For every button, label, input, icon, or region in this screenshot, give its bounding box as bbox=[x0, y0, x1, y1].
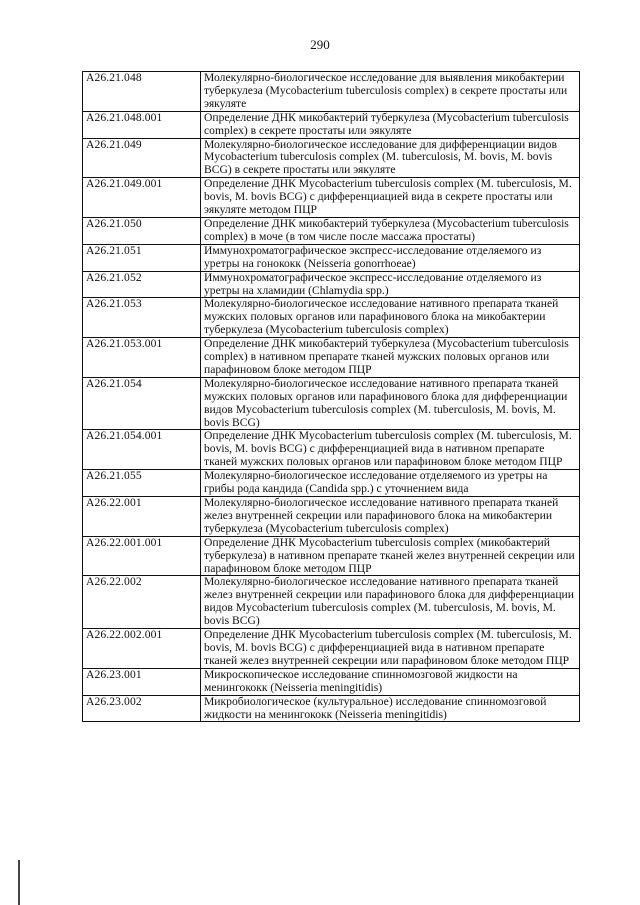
row-code: A26.23.001 bbox=[83, 668, 201, 695]
table-row bbox=[83, 536, 580, 576]
table-row bbox=[83, 111, 580, 138]
row-code: A26.21.055 bbox=[83, 470, 201, 497]
row-code: A26.22.001.001 bbox=[83, 536, 201, 576]
table-body bbox=[83, 72, 580, 722]
row-code: A26.21.051 bbox=[83, 244, 201, 271]
table-row bbox=[83, 695, 580, 722]
table-row bbox=[83, 271, 580, 298]
table-row bbox=[83, 430, 580, 470]
table-row bbox=[83, 178, 580, 218]
row-description: Микробиологическое (культуральное) исследование спинномозговой жидкости на менингококк (Neisseria meningitidis) bbox=[201, 695, 580, 722]
row-code: A26.22.002.001 bbox=[83, 629, 201, 669]
row-code: A26.21.054.001 bbox=[83, 430, 201, 470]
row-code: A26.21.054 bbox=[83, 377, 201, 430]
table-row bbox=[83, 298, 580, 338]
row-code: A26.22.002 bbox=[83, 576, 201, 629]
row-code: A26.21.053.001 bbox=[83, 338, 201, 378]
table-row bbox=[83, 377, 580, 430]
table-row bbox=[83, 72, 580, 112]
row-code: A26.21.050 bbox=[83, 217, 201, 244]
table-row bbox=[83, 668, 580, 695]
table-row bbox=[83, 470, 580, 497]
row-code: A26.21.049.001 bbox=[83, 178, 201, 218]
row-code: A26.21.053 bbox=[83, 298, 201, 338]
row-code: A26.21.048.001 bbox=[83, 111, 201, 138]
row-description: Определение ДНК микобактерий туберкулеза (Mycobacterium tuberculosis complex) в нативном препарате тканей мужских половых органов или парафиновом блоке методом ПЦР bbox=[201, 338, 580, 378]
row-description: Молекулярно-биологическое исследование нативного препарата тканей желез внутренней секреции или парафинового блока для дифференциации видов Mycobacterium tuberculosis complex (M. tuberculosis, M. bovis, M. bovis BCG) bbox=[201, 576, 580, 629]
row-description: Иммунохроматографическое экспресс-исследование отделяемого из уретры на гонококк (Neisseria gonorrhoeae) bbox=[201, 244, 580, 271]
row-description: Молекулярно-биологическое исследование нативного препарата тканей мужских половых органов или парафинового блока для дифференциации видов Mycobacterium tuberculosis complex (M. tuberculosis, M. bovis, M. bovis BCG) bbox=[201, 377, 580, 430]
table-row bbox=[83, 497, 580, 537]
table-row bbox=[83, 244, 580, 271]
table-row bbox=[83, 217, 580, 244]
table-row bbox=[83, 138, 580, 178]
row-code: A26.21.052 bbox=[83, 271, 201, 298]
row-description: Определение ДНК Mycobacterium tuberculosis complex (M. tuberculosis, M. bovis, M. bovis BCG) с дифференциацией вида в нативном препарате тканей мужских половых органов или парафиновом блоке методом ПЦР bbox=[201, 430, 580, 470]
row-description: Определение ДНК микобактерий туберкулеза (Mycobacterium tuberculosis complex) в моче (в том числе после массажа простаты) bbox=[201, 217, 580, 244]
table-row bbox=[83, 629, 580, 669]
row-code: A26.22.001 bbox=[83, 497, 201, 537]
row-code: A26.21.049 bbox=[83, 138, 201, 178]
scan-edge-mark bbox=[18, 860, 20, 905]
service-codes-table bbox=[82, 71, 580, 722]
row-code: A26.23.002 bbox=[83, 695, 201, 722]
row-description: Определение ДНК Mycobacterium tuberculosis complex (M. tuberculosis, M. bovis, M. bovis BCG) с дифференциацией вида в нативном препарате тканей желез внутренней секреции или парафиновом блоке методом ПЦР bbox=[201, 629, 580, 669]
row-description: Молекулярно-биологическое исследование для дифференциации видов Mycobacterium tuberculosis complex (M. tuberculosis, M. bovis, M. bovis BCG) в секрете простаты или эякуляте bbox=[201, 138, 580, 178]
table-row bbox=[83, 338, 580, 378]
page-number: 290 bbox=[310, 37, 330, 52]
row-description: Молекулярно-биологическое исследование нативного препарата тканей желез внутренней секреции или парафинового блока на микобактерии туберкулеза (Mycobacterium tuberculosis complex) bbox=[201, 497, 580, 537]
row-description: Определение ДНК Mycobacterium tuberculosis complex (микобактерий туберкулеза) в нативном препарате тканей желез внутренней секреции или парафиновом блоке методом ПЦР bbox=[201, 536, 580, 576]
row-code: A26.21.048 bbox=[83, 72, 201, 112]
row-description: Молекулярно-биологическое исследование для выявления микобактерии туберкулеза (Mycobacterium tuberculosis complex) в секрете простаты или эякуляте bbox=[201, 72, 580, 112]
row-description: Молекулярно-биологическое исследование нативного препарата тканей мужских половых органов или парафинового блока на микобактерии туберкулеза (Mycobacterium tuberculosis complex) bbox=[201, 298, 580, 338]
row-description: Определение ДНК Mycobacterium tuberculosis complex (M. tuberculosis, M. bovis, M. bovis BCG) с дифференциацией вида в секрете простаты или эякуляте методом ПЦР bbox=[201, 178, 580, 218]
table-row bbox=[83, 576, 580, 629]
row-description: Определение ДНК микобактерий туберкулеза (Mycobacterium tuberculosis complex) в секрете простаты или эякуляте bbox=[201, 111, 580, 138]
row-description: Иммунохроматографическое экспресс-исследование отделяемого из уретры на хламидии (Chlamydia spp.) bbox=[201, 271, 580, 298]
row-description: Молекулярно-биологическое исследование отделяемого из уретры на грибы рода кандида (Candida spp.) с уточнением вида bbox=[201, 470, 580, 497]
row-description: Микроскопическое исследование спинномозговой жидкости на менингококк (Neisseria meningitidis) bbox=[201, 668, 580, 695]
